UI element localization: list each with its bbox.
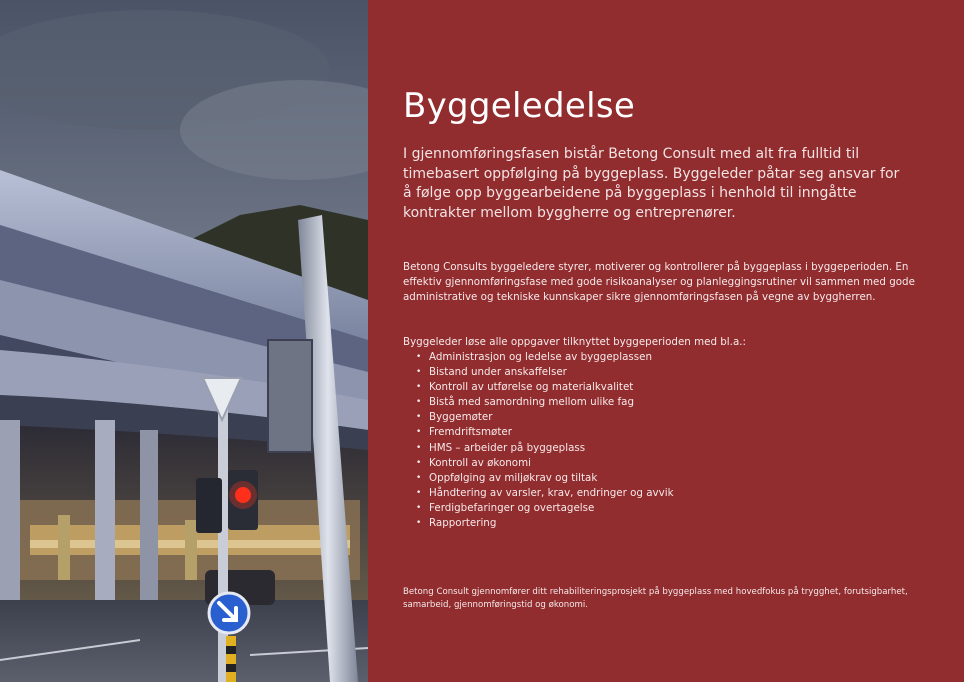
column bbox=[95, 420, 115, 630]
body-paragraph: Betong Consults byggeledere styrer, motiverer og kontrollerer på byggeplass i byggeperioden. En effektiv gjennomføringsfase med gode risikoanalyser og planleggingsrutiner vil sammen med gode administrative og tekniske kunnskaper sikre gjennomføringsfasen på vegne av byggherren. bbox=[403, 261, 915, 303]
page-title: Byggeledelse bbox=[403, 86, 636, 126]
bullet-icon: • bbox=[416, 472, 422, 483]
list-item bbox=[416, 410, 674, 425]
bullet-icon: • bbox=[416, 502, 422, 513]
column bbox=[0, 420, 20, 620]
list-item-text: Administrasjon og ledelse av byggeplassen bbox=[429, 351, 652, 363]
list-item bbox=[416, 425, 674, 440]
bullet-icon: • bbox=[416, 352, 422, 362]
bullet-icon: • bbox=[416, 367, 422, 378]
list-item-text: Ferdigbefaringer og overtagelse bbox=[429, 501, 595, 514]
bullet-icon: • bbox=[416, 457, 422, 468]
list-item-text: Kontroll av økonomi bbox=[429, 456, 531, 469]
list-item bbox=[416, 380, 674, 395]
list-lead: Byggeleder løse alle oppgaver tilknyttet byggeperioden med bl.a.: bbox=[403, 336, 746, 348]
hero-photo bbox=[0, 0, 368, 682]
list-item bbox=[416, 441, 674, 456]
bullet-icon: • bbox=[416, 518, 422, 529]
task-list bbox=[416, 350, 674, 531]
road bbox=[0, 600, 368, 682]
list-item bbox=[416, 456, 674, 471]
list-item-text: Bistå med samordning mellom ulike fag bbox=[429, 396, 635, 409]
bullet-icon: • bbox=[416, 427, 422, 438]
bullet-icon: • bbox=[416, 397, 422, 408]
list-item bbox=[416, 486, 674, 501]
list-item bbox=[416, 516, 674, 531]
list-item bbox=[416, 395, 674, 410]
list-item bbox=[416, 350, 674, 365]
bullet-icon: • bbox=[416, 382, 422, 393]
list-item-text: Rapportering bbox=[429, 517, 497, 530]
list-item-text: Bistand under anskaffelser bbox=[429, 366, 567, 379]
list-item-text: Oppfølging av miljøkrav og tiltak bbox=[429, 471, 598, 484]
intro-paragraph: I gjennomføringsfasen bistår Betong Consult med alt fra fulltid til timebasert oppfølging på byggeplass. Byggeleder påtar seg ansvar for å følge opp byggearbeidene på byggeplass i henhold til inngåtte kontrakter mellom byggherre og entreprenører. bbox=[403, 146, 900, 221]
column bbox=[140, 430, 158, 620]
bullet-icon: • bbox=[416, 412, 422, 423]
list-item bbox=[416, 501, 674, 516]
list-item-text: Håndtering av varsler, krav, endringer og avvik bbox=[429, 486, 674, 499]
list-item-text: Fremdriftsmøter bbox=[429, 426, 512, 439]
list-item bbox=[416, 365, 674, 380]
list-item-text: Byggemøter bbox=[429, 411, 493, 424]
footer-note: Betong Consult gjennomfører ditt rehabiliteringsprosjekt på byggeplass med hovedfokus på trygghet, forutsigbarhet, samarbeid, gjennomføringstid og økonomi. bbox=[403, 587, 908, 610]
bullet-icon: • bbox=[416, 487, 422, 498]
list-item-text: Kontroll av utførelse og materialkvalitet bbox=[429, 381, 634, 394]
signal-box bbox=[268, 340, 312, 452]
list-item bbox=[416, 471, 674, 486]
list-item-text: HMS – arbeider på byggeplass bbox=[429, 441, 586, 454]
bullet-icon: • bbox=[416, 442, 422, 453]
content-panel bbox=[368, 0, 964, 682]
